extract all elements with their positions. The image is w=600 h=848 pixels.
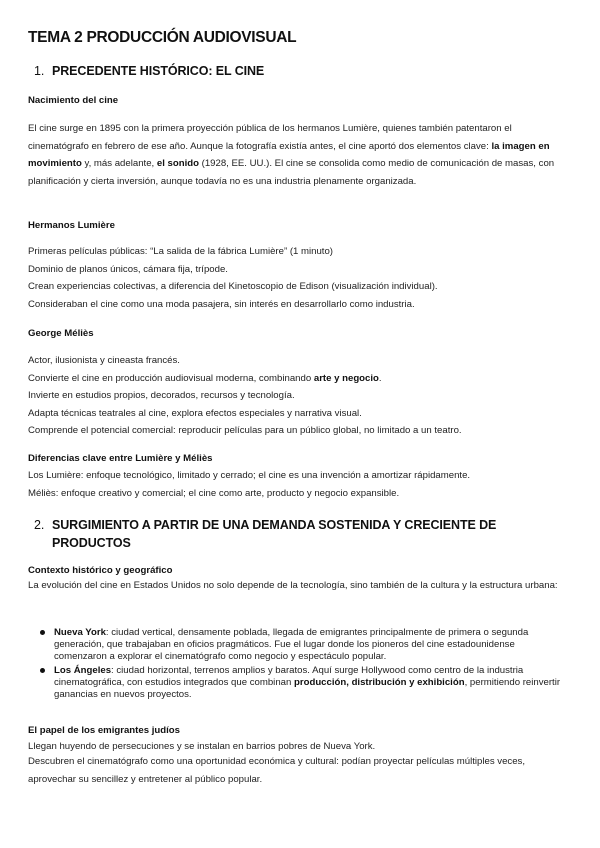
nacimiento-text-3: (1928, EE. UU.). El cine se consolida como medio de comunicación de masas, con planificación y cierta inversión, aunque todavía no es una industria plenamente organizada. [28,158,555,187]
lumiere-line: Crean experiencias colectivas, a diferencia del Kinetoscopio de Edison (visualización individual). [28,281,438,292]
bullet-icon [40,668,45,673]
bullet-icon [40,630,45,635]
lumiere-line: Consideraban el cine como una moda pasajera, sin interés en desarrollarlo como industria. [28,299,415,310]
emigrantes-heading: El papel de los emigrantes judíos [28,725,180,736]
bullet-nueva-york [40,627,570,663]
document-title: TEMA 2 PRODUCCIÓN AUDIOVISUAL [28,29,297,46]
melies-text-end: . [378,373,382,384]
nacimiento-text-1: El cine surge en 1895 con la primera proyección pública de los hermanos Lumière, quienes también patentaron el cinematógrafo en febrero de ese año. Aunque la fotografía existía antes, el cine aportó dos elementos clave: [28,123,512,152]
diferencias-heading: Diferencias clave entre Lumière y Méliès [28,453,213,464]
bullet-los-angeles-label: Los Ángeles [54,665,112,676]
diferencias-line: Méliès: enfoque creativo y comercial; el cine como arte, producto y negocio expansible. [28,488,400,499]
section-1-heading [34,64,264,78]
section-2-number: 2. [34,518,45,532]
melies-text: Convierte el cine en producción audiovisual moderna, combinando [28,373,314,384]
lumiere-line: Primeras películas públicas: “La salida de la fábrica Lumière” (1 minuto) [28,246,334,257]
nacimiento-text-2: y, más adelante, [81,158,157,170]
emigrantes-line: Llegan huyendo de persecuciones y se instalan en barrios pobres de Nueva York. [28,741,376,752]
lumiere-heading: Hermanos Lumière [28,220,115,231]
melies-heading: George Méliès [28,328,94,339]
bullet-nueva-york-label: Nueva York [54,627,106,638]
contexto-paragraph: La evolución del cine en Estados Unidos no solo depende de la tecnología, sino también de la cultura y la estructura urbana: [28,580,558,591]
melies-line: Invierte en estudios propios, decorados, recursos y tecnología. [28,390,295,401]
section-2-title-line-2: PRODUCTOS [52,536,131,550]
section-1-title: PRECEDENTE HISTÓRICO: EL CINE [52,64,265,78]
nacimiento-paragraph [28,120,573,190]
melies-line: Adapta técnicas teatrales al cine, explora efectos especiales y narrativa visual. [28,408,362,419]
section-1-number: 1. [34,64,45,78]
melies-line: Comprende el potencial comercial: reproducir películas para un público global, no limitado a un teatro. [28,425,462,436]
emigrantes-paragraph: Descubren el cinematógrafo como una oportunidad económica y cultural: podían proyectar películas múltiples veces, aprovechar su sencillez y entretener al público popular. [28,756,526,785]
melies-bold: arte y negocio [313,373,379,384]
lumiere-line: Dominio de planos únicos, cámara fija, trípode. [28,264,228,275]
section-2-title-line-1: SURGIMIENTO A PARTIR DE UNA DEMANDA SOSTENIDA Y CRECIENTE DE [52,518,497,532]
bullet-los-angeles-bold: producción, distribución y exhibición [294,677,465,688]
nacimiento-bold-1: la imagen en movimiento [28,140,550,170]
nacimiento-heading: Nacimiento del cine [28,95,119,106]
bullet-los-angeles [40,665,570,701]
melies-line [28,373,382,384]
melies-line: Actor, ilusionista y cineasta francés. [28,355,180,366]
nacimiento-bold-2: el sonido [156,158,199,170]
section-2-heading [34,516,496,552]
contexto-heading: Contexto histórico y geográfico [28,565,173,576]
bullet-los-angeles-text-end: , permitiendo reinvertir ganancias en nuevos proyectos. [54,677,561,700]
bullet-nueva-york-text: : ciudad vertical, densamente poblada, llegada de emigrantes principalmente de primera o segunda generación, que trabajaban en oficios pragmáticos. Fue el lugar donde los pioneros del cine estadounidense comenzaron a explorar el cinematógrafo como negocio y espectáculo popular. [54,627,529,662]
diferencias-line: Los Lumière: enfoque tecnológico, limitado y cerrado; el cine es una invención a amortizar rápidamente. [28,470,471,481]
contexto-bullet-list [40,627,570,703]
bullet-los-angeles-text: : ciudad horizontal, terrenos amplios y baratos. Aquí surge Hollywood como centro de la industria cinematográfica, con estudios integrados que combinan [54,665,524,688]
